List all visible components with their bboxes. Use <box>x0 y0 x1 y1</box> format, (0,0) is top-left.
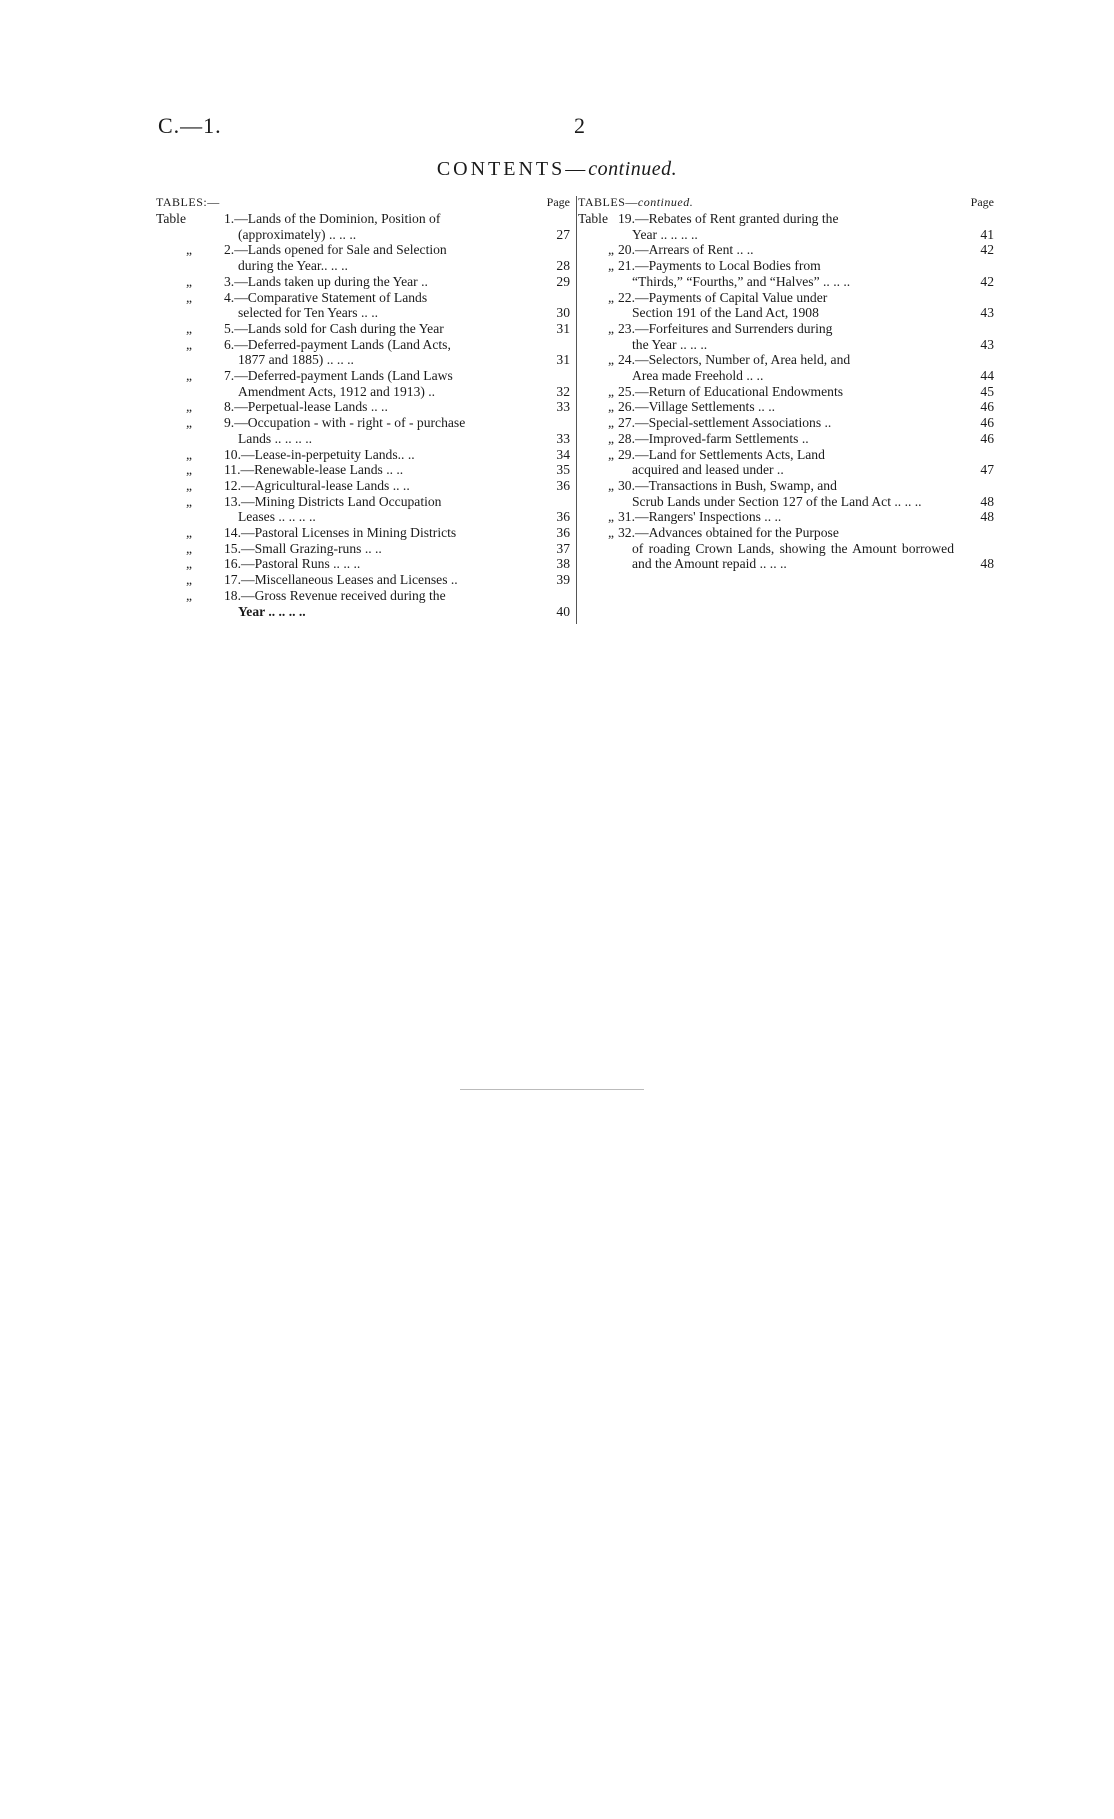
contents-entry <box>578 352 994 383</box>
entry-body <box>224 462 526 478</box>
contents-column-right <box>578 195 994 572</box>
entry-number: 30. <box>618 477 635 493</box>
entry-body <box>618 258 954 289</box>
entry-title: Lands opened for Sale and Selection <box>247 242 447 258</box>
contents-entry <box>156 494 570 525</box>
contents-entry <box>578 211 994 242</box>
entry-page: 33 <box>556 399 570 415</box>
entry-prefix: „ <box>607 446 614 462</box>
entry-title: Perpetual-lease Lands .. .. <box>247 399 388 415</box>
entry-number: 10. <box>224 446 241 462</box>
entry-title: Miscellaneous Leases and Licenses .. <box>254 572 458 588</box>
right-section-label: TABLES—continued. <box>578 195 694 209</box>
entry-number: 26. <box>618 399 635 415</box>
entry-title: Forfeitures and Surrenders during <box>648 320 833 336</box>
entry-line: 22.—Payments of Capital Value under <box>618 289 828 305</box>
entry-prefix: „ <box>607 320 614 336</box>
entry-continuation: Scrub Lands under Section 127 of the Land Act .. .. .. <box>632 493 922 509</box>
contents-entry <box>156 462 570 478</box>
contents-column-left <box>156 195 570 619</box>
entry-page: 33 <box>556 430 570 446</box>
entry-prefix: Table <box>578 211 608 226</box>
entry-prefix: „ <box>607 383 614 399</box>
contents-entry <box>578 478 994 509</box>
contents-entry <box>156 290 570 321</box>
entry-page: 41 <box>980 226 994 242</box>
entry-title: Comparative Statement of Lands <box>247 289 428 305</box>
entry-body <box>618 211 954 242</box>
contents-entry <box>156 572 570 588</box>
entry-prefix: „ <box>185 320 192 336</box>
entry-prefix: „ <box>607 415 614 431</box>
contents-entry <box>156 399 570 415</box>
entry-body <box>618 415 954 431</box>
entry-title: Agricultural-lease Lands .. .. <box>254 477 410 493</box>
entry-title: Gross Revenue received during the <box>254 587 446 603</box>
entry-line: 30.—Transactions in Bush, Swamp, and <box>618 477 837 493</box>
entry-title: Land for Settlements Acts, Land <box>648 446 825 462</box>
entry-line: 7.—Deferred-payment Lands (Land Laws <box>224 368 453 384</box>
entry-line: 16.—Pastoral Runs .. .. .. <box>224 556 361 572</box>
entry-continuation: selected for Ten Years .. .. <box>238 305 378 321</box>
entry-line: 18.—Gross Revenue received during the <box>224 587 446 603</box>
contents-entry <box>578 399 994 415</box>
contents-entry <box>156 525 570 541</box>
entry-line: 26.—Village Settlements .. .. <box>618 399 776 415</box>
entry-continuation: during the Year.. .. .. <box>238 258 348 274</box>
entry-number: 21. <box>618 258 635 274</box>
entry-title: Advances obtained for the Purpose <box>648 525 839 541</box>
entry-continuation: Year .. .. .. .. <box>632 226 698 242</box>
entry-body <box>618 525 954 572</box>
contents-entry <box>578 290 994 321</box>
contents-entry <box>578 447 994 478</box>
entry-body <box>224 415 526 446</box>
left-column-header <box>156 195 570 211</box>
entry-body <box>224 399 526 415</box>
entry-title: Transactions in Bush, Swamp, and <box>648 477 837 493</box>
entry-line: 31.—Rangers' Inspections .. .. <box>618 509 782 525</box>
page-reference: C.—1. <box>158 113 222 138</box>
entry-line: 27.—Special-settlement Associations .. <box>618 415 832 431</box>
contents-entry <box>156 211 570 242</box>
entry-page: 36 <box>556 509 570 525</box>
entry-continuation: acquired and leased under .. <box>632 462 784 478</box>
entry-line: 3.—Lands taken up during the Year .. <box>224 273 428 289</box>
entry-page: 46 <box>980 415 994 431</box>
entry-prefix: „ <box>607 430 614 446</box>
entry-line: 32.—Advances obtained for the Purpose <box>618 525 839 541</box>
contents-entry <box>156 447 570 463</box>
entry-line: 10.—Lease-in-perpetuity Lands.. .. <box>224 446 415 462</box>
contents-entry <box>156 321 570 337</box>
entry-page: 48 <box>980 556 994 572</box>
page-number: 2 <box>574 113 585 138</box>
entry-continuation: Section 191 of the Land Act, 1908 <box>632 305 819 321</box>
entry-number: 9. <box>224 415 235 431</box>
entry-number: 15. <box>224 540 241 556</box>
entry-number: 18. <box>224 587 241 603</box>
entry-line: 12.—Agricultural-lease Lands .. .. <box>224 477 410 493</box>
entry-page: 48 <box>980 493 994 509</box>
entry-page: 38 <box>556 556 570 572</box>
entry-prefix: „ <box>185 493 192 509</box>
entry-body <box>224 447 526 463</box>
entry-prefix: „ <box>185 477 192 493</box>
contents-entry <box>578 321 994 352</box>
entry-prefix: „ <box>185 462 192 478</box>
entry-page: 29 <box>556 273 570 289</box>
entry-title: Arrears of Rent .. .. <box>648 242 754 258</box>
entry-page: 31 <box>556 352 570 368</box>
entry-title: Payments to Local Bodies from <box>648 258 821 274</box>
entry-number: 31. <box>618 509 635 525</box>
entry-line: 9.—Occupation - with - right - of - purchase <box>224 415 466 431</box>
entry-prefix: Table <box>156 211 186 226</box>
entry-number: 23. <box>618 320 635 336</box>
contents-entry <box>156 274 570 290</box>
entry-line: 5.—Lands sold for Cash during the Year <box>224 320 444 336</box>
entry-page: 36 <box>556 525 570 541</box>
entry-title: Payments of Capital Value under <box>648 289 828 305</box>
entry-prefix: „ <box>607 258 614 274</box>
entry-line: 1.—Lands of the Dominion, Position of <box>224 211 441 226</box>
entry-body <box>224 211 526 242</box>
entry-number: 20. <box>618 242 635 258</box>
entry-prefix: „ <box>607 289 614 305</box>
entry-body <box>224 588 526 619</box>
entry-body <box>224 337 526 368</box>
entry-body <box>618 399 954 415</box>
entry-title: Lands of the Dominion, Position of <box>247 211 441 226</box>
entry-title: Deferred-payment Lands (Land Acts, <box>247 336 451 352</box>
entry-body <box>224 572 526 588</box>
entry-number: 1. <box>224 211 235 226</box>
entry-body <box>224 525 526 541</box>
entry-body <box>618 321 954 352</box>
entry-page: 43 <box>980 336 994 352</box>
entry-prefix: „ <box>185 446 192 462</box>
entry-body <box>618 242 954 258</box>
entry-prefix: „ <box>607 525 614 541</box>
right-column-header <box>578 195 994 211</box>
entry-body <box>224 556 526 572</box>
entry-page: 46 <box>980 430 994 446</box>
contents-heading: CONTENTS <box>436 158 566 180</box>
entry-page: 34 <box>556 446 570 462</box>
entry-title: Rebates of Rent granted during the <box>648 211 839 226</box>
entry-title: Lands taken up during the Year .. <box>247 273 428 289</box>
entry-number: 2. <box>224 242 235 258</box>
entry-page: 36 <box>556 477 570 493</box>
entry-prefix: „ <box>185 572 192 588</box>
entry-prefix: „ <box>185 289 192 305</box>
entry-page: 44 <box>980 368 994 384</box>
entry-page: 39 <box>556 572 570 588</box>
entry-title: Pastoral Runs .. .. .. <box>254 556 361 572</box>
right-page-label: Page <box>970 195 994 209</box>
left-entries <box>156 211 570 619</box>
entry-body <box>618 478 954 509</box>
entry-line: 11.—Renewable-lease Lands .. .. <box>224 462 404 478</box>
entry-body <box>224 494 526 525</box>
entry-line: 21.—Payments to Local Bodies from <box>618 258 821 274</box>
entry-number: 29. <box>618 446 635 462</box>
entry-title: Mining Districts Land Occupation <box>254 493 442 509</box>
entry-prefix: „ <box>185 525 192 541</box>
entry-number: 6. <box>224 336 235 352</box>
entry-body <box>618 290 954 321</box>
contents-heading-suffix: continued. <box>588 158 678 180</box>
entry-continuation: Lands .. .. .. .. <box>238 430 313 446</box>
contents-entry <box>156 588 570 619</box>
contents-entry <box>156 541 570 557</box>
entry-number: 16. <box>224 556 241 572</box>
entry-number: 27. <box>618 415 635 431</box>
entry-page: 35 <box>556 462 570 478</box>
contents-entry <box>156 242 570 273</box>
entry-body <box>224 242 526 273</box>
entry-number: 11. <box>224 462 241 478</box>
entry-title: Pastoral Licenses in Mining Districts <box>254 525 457 541</box>
entry-page: 27 <box>556 226 570 242</box>
left-page-label: Page <box>546 195 570 209</box>
entry-continuation: Leases .. .. .. .. <box>238 509 316 525</box>
contents-entry <box>578 509 994 525</box>
entry-line: 29.—Land for Settlements Acts, Land <box>618 446 825 462</box>
entry-page: 40 <box>556 603 570 619</box>
entry-continuation: Amendment Acts, 1912 and 1913) .. <box>238 383 436 399</box>
entry-number: 5. <box>224 320 235 336</box>
entry-title: Special-settlement Associations .. <box>648 415 832 431</box>
entry-number: 8. <box>224 399 235 415</box>
entry-number: 12. <box>224 477 241 493</box>
entry-line: 2.—Lands opened for Sale and Selection <box>224 242 447 258</box>
entry-body <box>224 321 526 337</box>
entry-line: 17.—Miscellaneous Leases and Licenses .. <box>224 572 458 588</box>
entry-body <box>618 509 954 525</box>
entry-page: 32 <box>556 383 570 399</box>
entry-prefix: „ <box>185 587 192 603</box>
entry-number: 25. <box>618 383 635 399</box>
entry-body <box>224 478 526 494</box>
entry-prefix: „ <box>185 399 192 415</box>
entry-number: 32. <box>618 525 635 541</box>
entry-prefix: „ <box>185 368 192 384</box>
entry-number: 17. <box>224 572 241 588</box>
entry-page: 37 <box>556 540 570 556</box>
entry-continuation: Area made Freehold .. .. <box>632 368 764 384</box>
contents-title: CONTENTS—continued. <box>436 158 678 180</box>
entry-continuation: of roading Crown Lands, showing the Amount borrowed and the Amount repaid .. .. .. <box>632 540 954 572</box>
contents-entry <box>578 384 994 400</box>
entry-body <box>618 431 954 447</box>
right-entries <box>578 211 994 572</box>
entry-continuation: “Thirds,” “Fourths,” and “Halves” .. .. .. <box>632 273 851 289</box>
entry-number: 24. <box>618 352 635 368</box>
entry-prefix: „ <box>607 509 614 525</box>
entry-page: 31 <box>556 320 570 336</box>
entry-title: Lease-in-perpetuity Lands.. .. <box>254 446 415 462</box>
entry-page: 42 <box>980 273 994 289</box>
contents-entry <box>156 478 570 494</box>
entry-prefix: „ <box>185 273 192 289</box>
entry-page: 30 <box>556 305 570 321</box>
entry-body <box>224 274 526 290</box>
entry-body <box>224 541 526 557</box>
entry-title: Small Grazing-runs .. .. <box>254 540 382 556</box>
contents-entry <box>156 415 570 446</box>
entry-prefix: „ <box>185 540 192 556</box>
entry-page: 42 <box>980 242 994 258</box>
entry-body <box>618 384 954 400</box>
entry-line: 15.—Small Grazing-runs .. .. <box>224 540 382 556</box>
entry-page: 45 <box>980 383 994 399</box>
entry-body <box>618 352 954 383</box>
left-section-label: TABLES:— <box>156 195 220 209</box>
entry-title: Improved-farm Settlements .. <box>648 430 809 446</box>
entry-line: 6.—Deferred-payment Lands (Land Acts, <box>224 336 451 352</box>
entry-title: Deferred-payment Lands (Land Laws <box>247 368 453 384</box>
entry-line: 8.—Perpetual-lease Lands .. .. <box>224 399 388 415</box>
entry-prefix: „ <box>185 415 192 431</box>
contents-entry <box>578 258 994 289</box>
entry-number: 13. <box>224 493 241 509</box>
entry-page: 43 <box>980 305 994 321</box>
contents-entry <box>578 415 994 431</box>
entry-number: 14. <box>224 525 241 541</box>
entry-title: Rangers' Inspections .. .. <box>648 509 782 525</box>
entry-title: Renewable-lease Lands .. .. <box>254 462 404 478</box>
entry-prefix: „ <box>607 477 614 493</box>
contents-entry <box>156 337 570 368</box>
entry-number: 19. <box>618 211 635 226</box>
entry-page: 47 <box>980 462 994 478</box>
contents-entry <box>578 431 994 447</box>
entry-number: 7. <box>224 368 235 384</box>
entry-title: Selectors, Number of, Area held, and <box>648 352 851 368</box>
contents-entry <box>578 242 994 258</box>
entry-body <box>224 368 526 399</box>
contents-entry <box>578 525 994 572</box>
entry-title: Return of Educational Endowments <box>648 383 844 399</box>
entry-number: 4. <box>224 289 235 305</box>
entry-prefix: „ <box>185 336 192 352</box>
entry-body <box>224 290 526 321</box>
entry-page: 28 <box>556 258 570 274</box>
entry-number: 3. <box>224 273 235 289</box>
entry-prefix: „ <box>607 352 614 368</box>
entry-continuation: Year .. .. .. .. <box>238 603 306 619</box>
entry-page: 48 <box>980 509 994 525</box>
entry-line: 14.—Pastoral Licenses in Mining Districts <box>224 525 457 541</box>
entry-title: Village Settlements .. .. <box>648 399 776 415</box>
entry-prefix: „ <box>185 242 192 258</box>
separator-rule <box>460 1089 644 1090</box>
entry-title: Lands sold for Cash during the Year <box>247 320 444 336</box>
contents-entry <box>156 556 570 572</box>
entry-prefix: „ <box>607 399 614 415</box>
entry-line: 19.—Rebates of Rent granted during the <box>618 211 839 226</box>
entry-number: 28. <box>618 430 635 446</box>
entry-line: 28.—Improved-farm Settlements .. <box>618 430 809 446</box>
entry-continuation: the Year .. .. .. <box>632 336 708 352</box>
entry-title: Occupation - with - right - of - purchase <box>247 415 466 431</box>
entry-continuation: (approximately) .. .. .. <box>238 226 357 242</box>
entry-body <box>618 447 954 478</box>
contents-entry <box>156 368 570 399</box>
entry-continuation: 1877 and 1885) .. .. .. <box>238 352 354 368</box>
entry-line: 20.—Arrears of Rent .. .. <box>618 242 754 258</box>
entry-prefix: „ <box>607 242 614 258</box>
entry-number: 22. <box>618 289 635 305</box>
entry-line: 24.—Selectors, Number of, Area held, and <box>618 352 851 368</box>
entry-prefix: „ <box>185 556 192 572</box>
entry-line: 25.—Return of Educational Endowments <box>618 383 844 399</box>
entry-line: 4.—Comparative Statement of Lands <box>224 289 428 305</box>
entry-line: 23.—Forfeitures and Surrenders during <box>618 320 833 336</box>
right-section-suffix: continued. <box>637 195 694 209</box>
right-section-label-text: TABLES <box>578 195 626 209</box>
entry-line: 13.—Mining Districts Land Occupation <box>224 493 442 509</box>
entry-page: 46 <box>980 399 994 415</box>
